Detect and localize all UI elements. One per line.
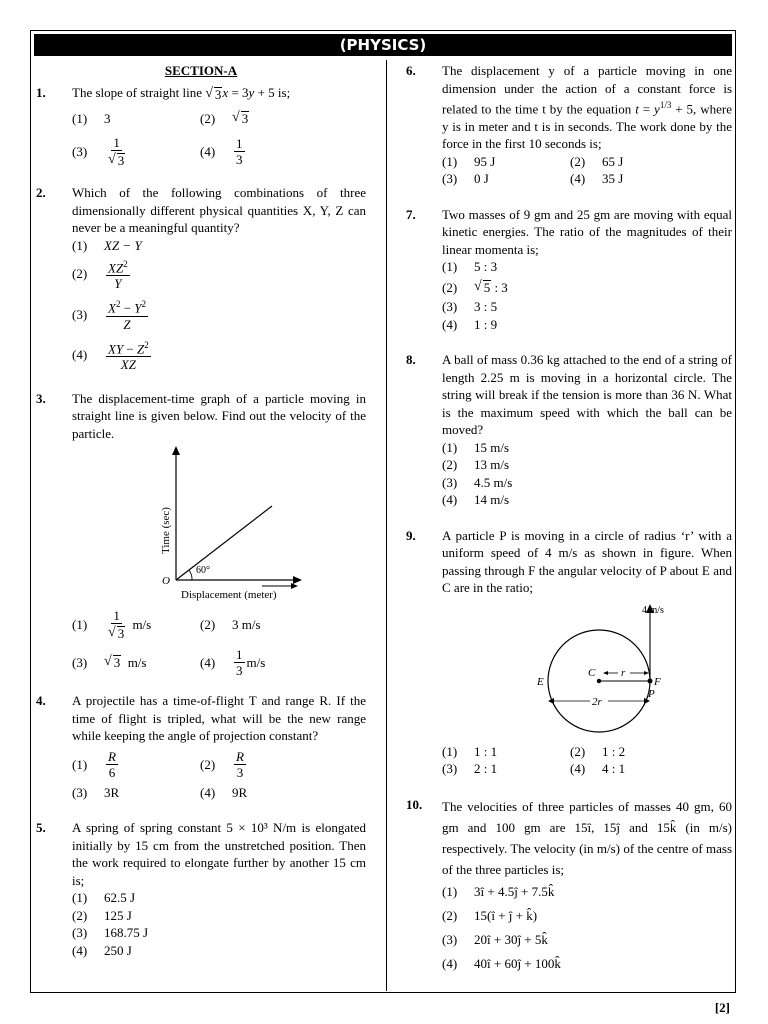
question-5: [36, 819, 366, 959]
options: [442, 880, 732, 976]
option-1[interactable]: (1) 95 J: [442, 153, 496, 169]
origin-label: O: [162, 575, 170, 588]
option-2[interactable]: (2) 1 : 2: [570, 743, 626, 759]
question-text: A spring of spring constant 5 × 10³ N/m is elongated initially by 15 cm from the unstretched position. Then the work required to elongate further by another 15 cm is;: [72, 820, 366, 888]
center-point: [597, 679, 601, 683]
question-number: 4.: [36, 693, 46, 709]
option-4[interactable]: (4) 14 m/s: [442, 492, 510, 508]
question-number: 7.: [406, 206, 416, 222]
c-label: C: [588, 666, 596, 679]
diameter-label: 2r: [592, 695, 602, 708]
option-2[interactable]: (2) 125 J: [72, 907, 132, 923]
question-6: [406, 62, 732, 188]
question-10: [406, 796, 732, 976]
question-4: [36, 692, 366, 801]
option-4[interactable]: (4) 40î + 60ĵ + 100k̂: [442, 956, 561, 972]
p-label: P: [648, 687, 655, 700]
question-number: 1.: [36, 84, 46, 100]
right-column: [406, 62, 732, 976]
question-text: Which of the following combinations of three dimensionally different physical quantities X, Y, Z can never be a meaningful quantity?: [72, 185, 366, 235]
graph-line: [176, 506, 272, 580]
question-text: The displacement-time graph of a particle moving in straight line is given below. Find out the velocity of the particle.: [72, 390, 366, 441]
option-3[interactable]: (3) $\frac{X^2 - Y^2}{Z}$: [72, 299, 147, 332]
option-4[interactable]: (4) 9R: [200, 784, 248, 800]
sqrt-expression: √ 3: [205, 85, 222, 102]
question-text: Two masses of 9 gm and 25 gm are moving with equal kinetic energies. The ratio of the magnitudes of their linear momenta is;: [442, 206, 732, 257]
option-3[interactable]: (3) 168.75 J: [72, 925, 149, 941]
option-1[interactable]: (1) XZ − Y: [72, 237, 142, 253]
question-3: [36, 390, 366, 679]
option-4[interactable]: (4) 35 J: [570, 171, 624, 187]
option-1[interactable]: (1) 5 : 3: [442, 259, 498, 275]
options: [72, 749, 366, 802]
question-9: [406, 527, 732, 778]
e-label: E: [537, 675, 544, 688]
options: [442, 258, 732, 333]
question-number: 2.: [36, 185, 46, 200]
options: [442, 153, 732, 188]
option-4[interactable]: (4) 1 : 9: [442, 316, 498, 332]
option-3[interactable]: (3) 20î + 30ĵ + 5k̂: [442, 932, 548, 948]
y-axis-label: Time (sec): [160, 507, 172, 555]
subject-banner: (PHYSICS): [34, 34, 732, 56]
option-2[interactable]: (2) $\frac{XZ^2}{Y}$: [72, 259, 128, 292]
point-f: [648, 678, 653, 683]
r-label: r: [621, 666, 626, 679]
section-title: SECTION-A: [164, 63, 238, 78]
options: [72, 110, 366, 169]
left-column: [36, 62, 366, 959]
question-number: 10.: [406, 796, 423, 812]
question-number: 5.: [36, 820, 46, 836]
options: [442, 439, 732, 509]
page-number: [2]: [714, 1000, 730, 1015]
angle-arc: [189, 570, 192, 580]
option-4[interactable]: (4) $\frac{1}{3}$: [200, 136, 243, 167]
option-2[interactable]: (2) √ 5 : 3: [442, 279, 508, 296]
options: [72, 608, 366, 678]
option-3[interactable]: (3) 1 √ 3: [72, 135, 125, 168]
question-text: A ball of mass 0.36 kg attached to the end of a string of length 2.25 m is moving in a horizontal circle. The string will break if the tension is more than 36 N. What is the maximum speed with which the ball can be moved?: [442, 352, 732, 438]
options: [442, 743, 732, 778]
question-7: [406, 206, 732, 334]
option-3[interactable]: (3) 0 J: [442, 171, 489, 187]
question-1: [36, 84, 366, 169]
speed-label: 4 m/s: [642, 604, 664, 616]
option-4[interactable]: (4) 250 J: [72, 942, 132, 958]
question-text: The velocities of three particles of masses 40 gm, 60 gm and 100 gm are 15î, 15ĵ and 15k̂ (in m/s) respectively. The velocity (in m/s) of the centre of mass of the three particles is;: [442, 798, 732, 877]
option-1[interactable]: (1) 15 m/s: [442, 439, 510, 455]
option-4[interactable]: (4) $\frac{1}{3}$ m/s: [200, 647, 266, 679]
option-3[interactable]: (3) 3 : 5: [442, 299, 498, 315]
option-1[interactable]: (1) 3î + 4.5ĵ + 7.5k̂: [442, 884, 555, 900]
option-1[interactable]: (1) 3: [72, 110, 111, 126]
question-number: 8.: [406, 352, 416, 368]
circle-figure: [492, 599, 722, 737]
options: [72, 237, 366, 372]
option-2[interactable]: (2) √ 3: [200, 109, 249, 126]
option-1[interactable]: (1) 62.5 J: [72, 890, 136, 906]
option-3[interactable]: (3) 3R: [72, 784, 120, 800]
option-1[interactable]: (1) 1 : 1: [442, 743, 498, 759]
option-4[interactable]: (4) 4 : 1: [570, 761, 626, 777]
question-text: The displacement y of a particle moving in one dimension under the action of a constant force is related to the time t by the equation $t = y^{1/3} + 5$, where y is in meter and t is in seconds. The work done by the force in the first 10 seconds is;: [442, 63, 732, 152]
question-number: 3.: [36, 390, 46, 406]
x-axis-arrow: [293, 576, 302, 584]
question-number: 6.: [406, 63, 416, 78]
option-1[interactable]: (1) 1 √ 3 m/s: [72, 608, 152, 642]
option-3[interactable]: (3) 4.5 m/s: [442, 474, 513, 490]
option-1[interactable]: (1) $\frac{R}{6}$: [72, 748, 116, 780]
f-label: F: [654, 675, 661, 688]
question-number: 9.: [406, 527, 416, 543]
question-text: A projectile has a time-of-flight T and range R. If the time of flight is tripled, what will be the new range while keeping the angle of projection constant?: [72, 693, 366, 744]
option-4[interactable]: (4) $\frac{XY - Z^2}{XZ}$: [72, 339, 149, 372]
column-divider: [386, 60, 387, 991]
displacement-time-graph: [122, 444, 302, 604]
options: [72, 889, 366, 959]
option-2[interactable]: (2) 13 m/s: [442, 457, 510, 473]
question-text: A particle P is moving in a circle of radius ‘r’ with a uniform speed of 4 m/s as shown in figure. When passing through F the angular velocity of P about E and C are in the ratio;: [442, 527, 732, 596]
x-axis-label: Displacement (meter): [181, 589, 277, 602]
option-3[interactable]: (3) √ 3 m/s: [72, 654, 147, 671]
y-axis-arrow: [172, 446, 180, 455]
question-2: [36, 184, 366, 372]
option-2[interactable]: (2) 3 m/s: [200, 617, 261, 633]
option-3[interactable]: (3) 2 : 1: [442, 761, 498, 777]
option-2[interactable]: (2) 65 J: [570, 153, 624, 169]
option-2[interactable]: (2) $\frac{R}{3}$: [200, 748, 244, 780]
option-2[interactable]: (2) 15(î + ĵ + k̂): [442, 908, 538, 924]
question-text: The slope of straight line √ 3 x = 3y + 5 is;: [72, 84, 291, 102]
question-8: [406, 351, 732, 509]
angle-label: 60°: [196, 565, 210, 577]
